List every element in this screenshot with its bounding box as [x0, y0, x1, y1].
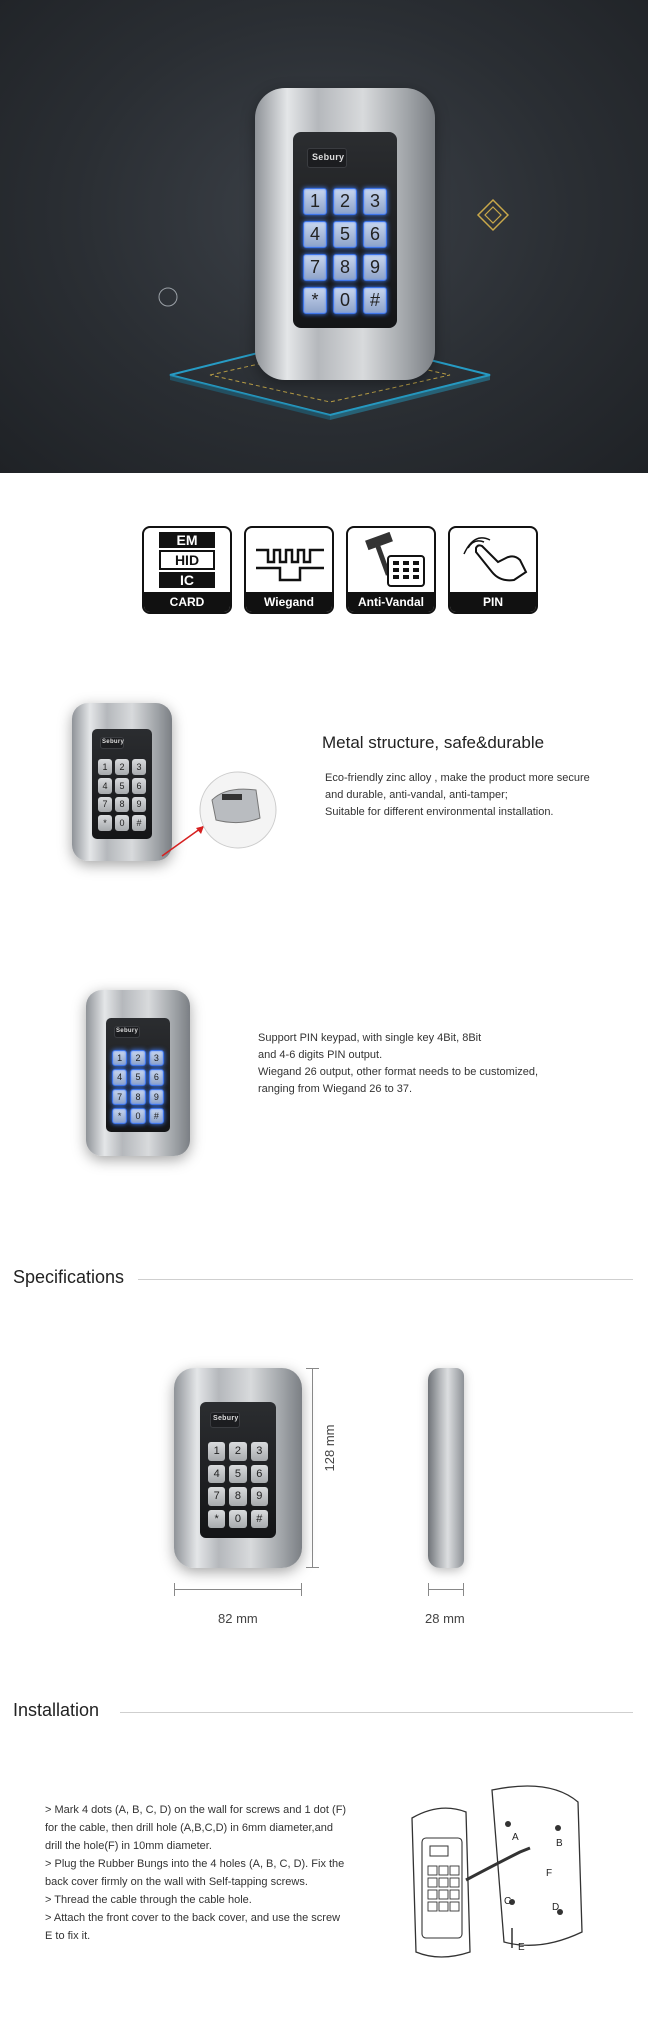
badge-pin — [448, 526, 538, 614]
device-logo: Sebury — [116, 1028, 139, 1034]
install-line: drill the hole(F) in 10mm diameter. — [45, 1840, 212, 1852]
key-2: 2 — [229, 1442, 246, 1461]
key-9: 9 — [149, 1089, 164, 1105]
key-star: * — [98, 815, 112, 831]
pin-line: Wiegand 26 output, other format needs to be customized, — [258, 1066, 539, 1078]
key-5: 5 — [229, 1465, 246, 1484]
key-2: 2 — [333, 188, 357, 215]
depth-dimension-label: 28 mm — [425, 1611, 465, 1626]
badge-card — [142, 526, 232, 614]
badge-wiegand — [244, 526, 334, 614]
circle-icon — [156, 285, 180, 309]
badge-card-line-hid: HID — [159, 550, 215, 570]
key-5: 5 — [130, 1069, 145, 1085]
key-7: 7 — [208, 1487, 225, 1506]
badge-anti-vandal — [346, 526, 436, 614]
pin-line: and 4-6 digits PIN output. — [258, 1049, 383, 1061]
height-dimension-label: 128 mm — [322, 1424, 337, 1472]
key-6: 6 — [132, 778, 146, 794]
spec-front-device — [174, 1368, 302, 1568]
key-hash: # — [149, 1108, 164, 1124]
device-face — [106, 1018, 170, 1132]
key-hash: # — [251, 1510, 268, 1529]
specifications-heading: Specifications — [13, 1267, 125, 1287]
installation-steps — [45, 1801, 365, 1945]
feature-device — [72, 703, 172, 861]
label-d: D — [552, 1902, 560, 1913]
key-4: 4 — [98, 778, 112, 794]
label-a: A — [512, 1832, 519, 1843]
depth-dimension-line — [428, 1589, 464, 1590]
key-9: 9 — [132, 797, 146, 813]
key-7: 7 — [98, 797, 112, 813]
feature-line: Eco-friendly zinc alloy , make the product more secure — [325, 772, 590, 784]
key-2: 2 — [130, 1050, 145, 1066]
width-dimension-label: 82 mm — [218, 1611, 258, 1626]
badge-anti-vandal-label: Anti-Vandal — [348, 592, 434, 612]
key-3: 3 — [251, 1442, 268, 1461]
depth-dimension-tick — [463, 1583, 464, 1596]
device-logo: Sebury — [312, 152, 345, 162]
hero-device — [255, 88, 435, 380]
key-hash: # — [132, 815, 146, 831]
key-6: 6 — [149, 1069, 164, 1085]
width-dimension-tick — [301, 1583, 302, 1596]
key-4: 4 — [112, 1069, 127, 1085]
install-line: > Thread the cable through the cable hole. — [45, 1894, 252, 1906]
height-dimension-tick — [306, 1368, 319, 1369]
feature-line: and durable, anti-vandal, anti-tamper; — [325, 789, 508, 801]
key-1: 1 — [303, 188, 327, 215]
label-b: B — [556, 1838, 563, 1849]
key-star: * — [303, 287, 327, 314]
installation-diagram — [400, 1782, 600, 1962]
feature-line: Suitable for different environmental installation. — [325, 806, 554, 818]
pin-device — [86, 990, 190, 1156]
key-star: * — [112, 1108, 127, 1124]
label-c: C — [504, 1896, 512, 1907]
pin-line: ranging from Wiegand 26 to 37. — [258, 1083, 413, 1095]
device-logo: Sebury — [102, 739, 125, 745]
key-1: 1 — [98, 759, 112, 775]
key-0: 0 — [130, 1108, 145, 1124]
pin-description — [258, 1030, 588, 1098]
label-e: E — [518, 1942, 525, 1953]
width-dimension-line — [174, 1589, 302, 1590]
pin-line: Support PIN keypad, with single key 4Bit, 8Bit — [258, 1032, 482, 1044]
feature-badges — [142, 526, 538, 614]
width-dimension-tick — [174, 1583, 175, 1596]
hammer-icon — [356, 532, 430, 592]
key-1: 1 — [112, 1050, 127, 1066]
key-4: 4 — [208, 1465, 225, 1484]
key-3: 3 — [149, 1050, 164, 1066]
install-line: E to fix it. — [45, 1930, 91, 1942]
key-8: 8 — [229, 1487, 246, 1506]
key-6: 6 — [363, 221, 387, 248]
feature-description — [325, 770, 625, 821]
key-4: 4 — [303, 221, 327, 248]
keypad — [303, 188, 387, 314]
key-5: 5 — [115, 778, 129, 794]
badge-card-label: CARD — [144, 592, 230, 612]
spec-side-device — [428, 1368, 464, 1568]
key-1: 1 — [208, 1442, 225, 1461]
depth-dimension-tick — [428, 1583, 429, 1596]
install-line: > Plug the Rubber Bungs into the 4 holes (A, B, C, D). Fix the — [45, 1858, 345, 1870]
badge-pin-label: PIN — [450, 592, 536, 612]
key-star: * — [208, 1510, 225, 1529]
keypad — [112, 1050, 164, 1124]
device-face — [92, 729, 152, 839]
height-dimension-tick — [306, 1567, 319, 1568]
wiegand-icon — [254, 542, 326, 586]
key-7: 7 — [303, 254, 327, 281]
key-8: 8 — [130, 1089, 145, 1105]
installation-divider — [120, 1712, 633, 1713]
device-logo: Sebury — [213, 1415, 239, 1422]
key-5: 5 — [333, 221, 357, 248]
key-8: 8 — [115, 797, 129, 813]
badge-card-line-em: EM — [159, 532, 215, 548]
key-0: 0 — [115, 815, 129, 831]
key-2: 2 — [115, 759, 129, 775]
finger-touch-icon — [460, 532, 532, 592]
key-3: 3 — [132, 759, 146, 775]
key-8: 8 — [333, 254, 357, 281]
install-line: > Mark 4 dots (A, B, C, D) on the wall for screws and 1 dot (F) — [45, 1804, 347, 1816]
device-face — [293, 132, 397, 328]
install-line: > Attach the front cover to the back cover, and use the screw — [45, 1912, 341, 1924]
device-face — [200, 1402, 276, 1538]
key-7: 7 — [112, 1089, 127, 1105]
diamond-icon — [476, 198, 510, 232]
height-dimension-line — [312, 1368, 313, 1568]
zoom-detail-callout — [160, 760, 280, 860]
specifications-divider — [138, 1279, 633, 1280]
key-6: 6 — [251, 1465, 268, 1484]
key-9: 9 — [363, 254, 387, 281]
installation-heading: Installation — [13, 1700, 100, 1720]
key-9: 9 — [251, 1487, 268, 1506]
key-hash: # — [363, 287, 387, 314]
keypad — [208, 1442, 268, 1528]
key-3: 3 — [363, 188, 387, 215]
install-line: back cover firmly on the wall with Self-tapping screws. — [45, 1876, 308, 1888]
badge-card-line-ic: IC — [159, 572, 215, 588]
keypad — [98, 759, 146, 831]
feature-title: Metal structure, safe&durable — [322, 733, 545, 752]
badge-wiegand-label: Wiegand — [246, 592, 332, 612]
key-0: 0 — [333, 287, 357, 314]
key-0: 0 — [229, 1510, 246, 1529]
install-line: for the cable, then drill hole (A,B,C,D) in 6mm diameter,and — [45, 1822, 333, 1834]
hero-banner — [0, 0, 648, 473]
label-f: F — [546, 1868, 553, 1879]
